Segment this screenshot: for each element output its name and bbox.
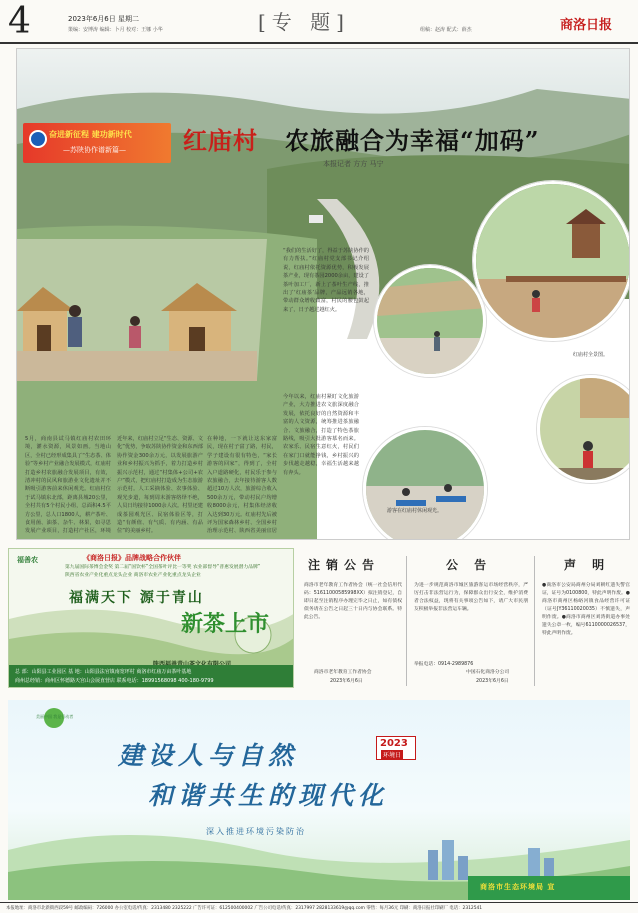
caption-bottom: 游客在红庙村休闲观光。 xyxy=(387,508,443,514)
divider xyxy=(534,556,535,686)
section-title: [专 题] xyxy=(258,10,350,34)
ad-awards: 第九届国际茶博会金奖 第二届“国饮杯”全国茶叶评比一等奖 农业部督导“普惠发展潜力品牌” xyxy=(65,565,261,570)
notice-signature: 商洛市老年教育工作者协会 xyxy=(314,670,372,675)
page-header xyxy=(0,0,638,44)
psa-subtitle: 深入推进环境污染防治 xyxy=(206,827,306,836)
page-footer: 本报地址：商洛市北新街西段59号 邮政编码：726000 办公室电话/传真：2313480 2325222 广告许可证：612500400002 广告公司电话/传真：2317997 2828133619@qq.com 零售：每月36元 印刷：商洛日报社印刷厂 电话：2312541 xyxy=(0,902,638,913)
psa-organization: 商洛市生态环境局 宣 xyxy=(480,883,556,891)
headline-village: 红庙村 xyxy=(183,126,258,155)
psa-campaign-logo: 美丽中国 我是行动者 xyxy=(36,714,74,719)
ad-brand-logo: 福善农 xyxy=(17,556,38,564)
notice-body: ●商洛市公安局商州分局刘朝红遗失警官证，证号为0100800，特此声明作废。●商洛市商州区杨峪河镇食品经营许可证（证号JY36110020035）不慎遗失，声明作废。●商洛市商州区刘湾街道办事处遗失公章一枚，编号6110000026537，特此声明作废。 xyxy=(542,583,630,636)
ad-honors: 陕西省农业产业化重点龙头企业 商洛市农业产业化重点龙头企业 xyxy=(65,573,201,578)
campaign-banner xyxy=(23,123,171,163)
photo-tables xyxy=(363,427,487,540)
ad-contact-bar xyxy=(9,665,294,687)
ad-slogan: 福满天下 源于青山 xyxy=(69,590,204,606)
environment-day-psa xyxy=(8,700,630,900)
notice-body: 为进一步规范商洛市城区旅游客运市场经营秩序，严厉打击非法营运行为，保障群众出行安全，维护消费者合法权益，现将有关事项公告如下，请广大市民朋友积极举报非法营运车辆。 xyxy=(414,583,528,612)
ad-headline: 新茶上市 xyxy=(181,611,270,637)
environment-day-badge xyxy=(376,736,416,760)
notice-date: 2023年6月6日 xyxy=(330,679,363,684)
article-column-2: 近年来，红庙村立足“生态、资源、文化”优势，争取苏陕协作资金和东西部协作资金300余万元，以发展旅游产业和乡村振兴为抓手，着力打造乡村振兴示范村，通过“村集体+公司+农户”模式，把红庙村打造成为生态旅游示范村。人工采摘体验、农事体验、观光步道，每到周末游客络绎不绝，人员日均接待1000余人次。村里还建成茶园观光区、民宿体验区等，打造“有颜值、有气质、有内涵、有品位”的美丽乡村。 xyxy=(117,436,203,535)
page-number: 4 xyxy=(8,1,31,42)
badge-year: 2023 xyxy=(380,738,408,749)
photo-corridor xyxy=(374,265,486,377)
divider xyxy=(406,556,407,686)
article-column-4: “我们的生活好了，得益于苏陕协作的有力帮扶。”红庙村党支部书记介绍说，红庙村依托资源优势，积极发展茶产业，现有茶园2000余亩，建设了茶叶加工厂，新上了茶叶生产线，推出了‘红庙茶’品牌，产品远销各地，带动群众增收致富，村民的腰包鼓起来了，日子越过越红火。 xyxy=(283,248,369,313)
byline: 本报记者 方方 马宁 xyxy=(323,160,384,168)
tea-advertisement xyxy=(8,548,294,688)
notice-announcement xyxy=(410,556,530,686)
editor-credits: 策编：安博涛 编辑：卜月 校对：王娜 小华 xyxy=(68,27,163,33)
caption-top: 红庙村全景图。 xyxy=(573,352,609,358)
layout-credits: 组稿：赵涛 配式：薛杰 xyxy=(420,27,472,33)
notice-declaration xyxy=(538,556,632,686)
notice-title: 公 告 xyxy=(446,558,493,572)
notice-title: 注销公告 xyxy=(308,558,381,572)
feature-article xyxy=(16,48,630,540)
article-column-5: 今年以来，红庙村紧盯文化旅游产业，大力推进农文旅深度融合发展，依托良好的自然资源和丰富的人文资源，统筹推进茶旅融合、文旅融合，打造了特色茶旅路线，吸引大批游客慕名而来。农家乐、民宿生意红火，村民们在家门口就能挣钱，乡村振兴的步伐越走越稳，幸福生活越来越有奔头。 xyxy=(283,394,359,476)
banner-subtitle: —苏陕协作谱新篇— xyxy=(63,146,126,154)
article-column-3: 在种地，一下就让这东家富民，现在村子富了路，村民，学子建设有很有特色，“家长游客的回家”，得到了，全村入户道路硬化，村民乐于参与农旅融合，去年接待游客人数超过10万人次，旅游综合收入500余万元，带动村民户均增收8000余元，村集体经济收入达到30万元。红庙村先后被评为国家森林乡村、全国乡村治理示范村、陕西省美丽宜居 xyxy=(207,436,277,535)
issue-date: 2023年6月6日 星期二 xyxy=(68,15,139,23)
psa-title-line1: 建设人与自然 xyxy=(118,741,299,770)
ad-partner-title: 《商洛日报》品牌战略合作伙伴 xyxy=(83,554,181,562)
notice-body: 商洛市老年教育工作者协会（统一社会信用代码：51611000585998XX）拟注销登记，自即日起至注销程序办理完毕之日止，如有债权债务请在公告之日起三十日内与协会联系。特此公告。 xyxy=(304,583,402,620)
notice-deregistration xyxy=(300,556,404,686)
banner-slogan: 奋进新征程 建功新时代 xyxy=(49,130,132,139)
campaign-logo-icon xyxy=(29,130,47,148)
badge-label: 环境日 xyxy=(383,752,402,759)
headline-main: 农旅融合为幸福“加码” xyxy=(285,126,540,155)
ad-phone: 商州总经销：商州区怀德路天宫山会展直营店 联系电话：18991568098 400-180-9799 xyxy=(15,678,214,684)
notice-phone: 举报电话：0914-2989876 xyxy=(414,662,474,667)
photo-pavilion xyxy=(473,181,630,341)
article-column-1: 5月，商南县试马镇红庙村农田环境，灌水资源，风景如画。当地山区，全村已经形成集具了“生态茶、体验”等乡村产业融合发展模式，红庙村打造乡村农旅融合发展项目，有效，清冲村的民风和旅游业文化遗址并不断吸引游客前来休闲观光。红庙村位于试马镇东北部，距离县城20公里，全村共有5个村民小组，总面积4.5平方公里，总人口1800人，耕产茶叶、食用菌、油茶、杂牛、林果，如寻思发展产业项目，打造村产社区，环境 xyxy=(25,436,111,535)
ad-address: 总 部：山阳县工业园区 基 地：山阳县法官镇南宽坪村 商洛市红庙万亩茶叶基地 xyxy=(15,669,192,675)
newspaper-brand: 商洛日报 xyxy=(560,18,613,33)
psa-title-line2: 和谐共生的现代化 xyxy=(148,781,389,810)
notice-title: 声 明 xyxy=(564,558,611,572)
notice-signature: 中国石化商洛分公司 xyxy=(466,670,510,675)
notice-date: 2023年6月6日 xyxy=(476,679,509,684)
